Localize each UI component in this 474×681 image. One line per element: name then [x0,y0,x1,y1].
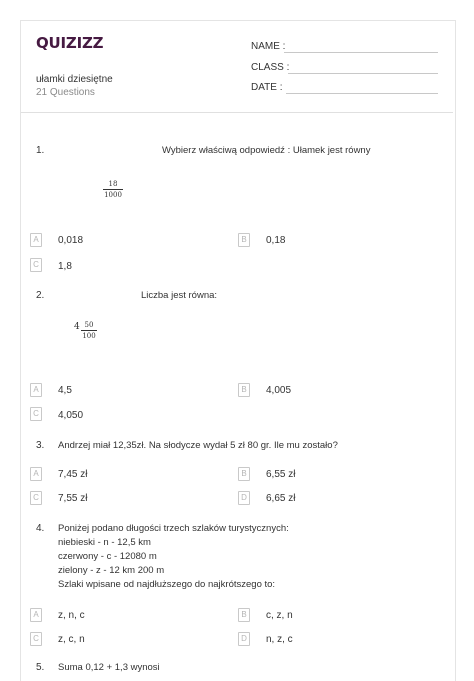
option-text[interactable]: 4,005 [266,385,292,396]
option-text[interactable]: 4,050 [58,410,84,421]
question-text: Suma 0,12 + 1,3 wynosi [58,662,160,673]
question-number: 1. [36,145,45,156]
class-label: CLASS : [251,62,290,73]
option-text[interactable]: n, z, c [266,634,293,645]
header-divider [21,112,453,113]
option-text[interactable]: 0,018 [58,235,84,246]
name-label: NAME : [251,41,286,52]
fraction-bar [81,330,97,331]
question-number: 4. [36,523,45,534]
question-text: Liczba jest równa: [141,290,218,301]
option-letter[interactable]: A [30,467,42,481]
option-text[interactable]: 0,18 [266,235,286,246]
option-letter[interactable]: B [238,608,250,622]
question-text-line: Szlaki wpisane od najdłuższego do najkrótszego to: [58,579,276,590]
fraction-numerator: 50 [84,321,94,329]
option-text[interactable]: 4,5 [58,385,72,396]
option-letter[interactable]: D [238,491,250,505]
option-letter[interactable]: A [30,608,42,622]
option-text[interactable]: z, n, c [58,610,85,621]
fraction-denominator: 1000 [104,190,122,199]
question-text: Andrzej miał 12,35zł. Na słodycze wydał 5 zł 80 gr. Ile mu zostało? [58,440,338,451]
option-letter[interactable]: B [238,467,250,481]
option-letter[interactable]: D [238,632,250,646]
date-line[interactable] [286,93,438,94]
option-letter[interactable]: C [30,632,42,646]
option-text[interactable]: 7,55 zł [58,493,88,504]
question-text-line: zielony - z - 12 km 200 m [58,565,165,576]
option-letter[interactable]: C [30,491,42,505]
option-text[interactable]: c, z, n [266,610,293,621]
option-text[interactable]: 6,65 zł [266,493,296,504]
option-text[interactable]: 1,8 [58,261,72,272]
fraction-numerator: 18 [108,180,118,188]
quizizz-logo: QUIZIZZ [36,34,104,52]
option-letter[interactable]: A [30,383,42,397]
question-number: 3. [36,440,45,451]
option-letter[interactable]: C [30,407,42,421]
date-label: DATE : [251,82,283,93]
question-text: Wybierz właściwą odpowiedź : Ułamek jest równy [162,145,371,156]
question-count: 21 Questions [36,87,95,98]
question-text-line: Poniżej podano długości trzech szlaków turystycznych: [58,523,289,534]
option-text[interactable]: z, c, n [58,634,85,645]
option-text[interactable]: 7,45 zł [58,469,88,480]
worksheet-title: ułamki dziesiętne [36,74,113,85]
question-number: 5. [36,662,45,673]
question-number: 2. [36,290,45,301]
name-line[interactable] [284,52,438,53]
option-letter[interactable]: A [30,233,42,247]
question-text-line: czerwony - c - 12080 m [58,551,157,562]
option-text[interactable]: 6,55 zł [266,469,296,480]
fraction [81,321,97,340]
question-text-line: niebieski - n - 12,5 km [58,537,151,548]
fraction-bar [103,189,123,190]
option-letter[interactable]: B [238,383,250,397]
fraction-whole: 4 [74,322,80,332]
option-letter[interactable]: C [30,258,42,272]
fraction-denominator: 100 [82,331,96,340]
class-line[interactable] [288,73,438,74]
fraction [103,180,123,199]
option-letter[interactable]: B [238,233,250,247]
